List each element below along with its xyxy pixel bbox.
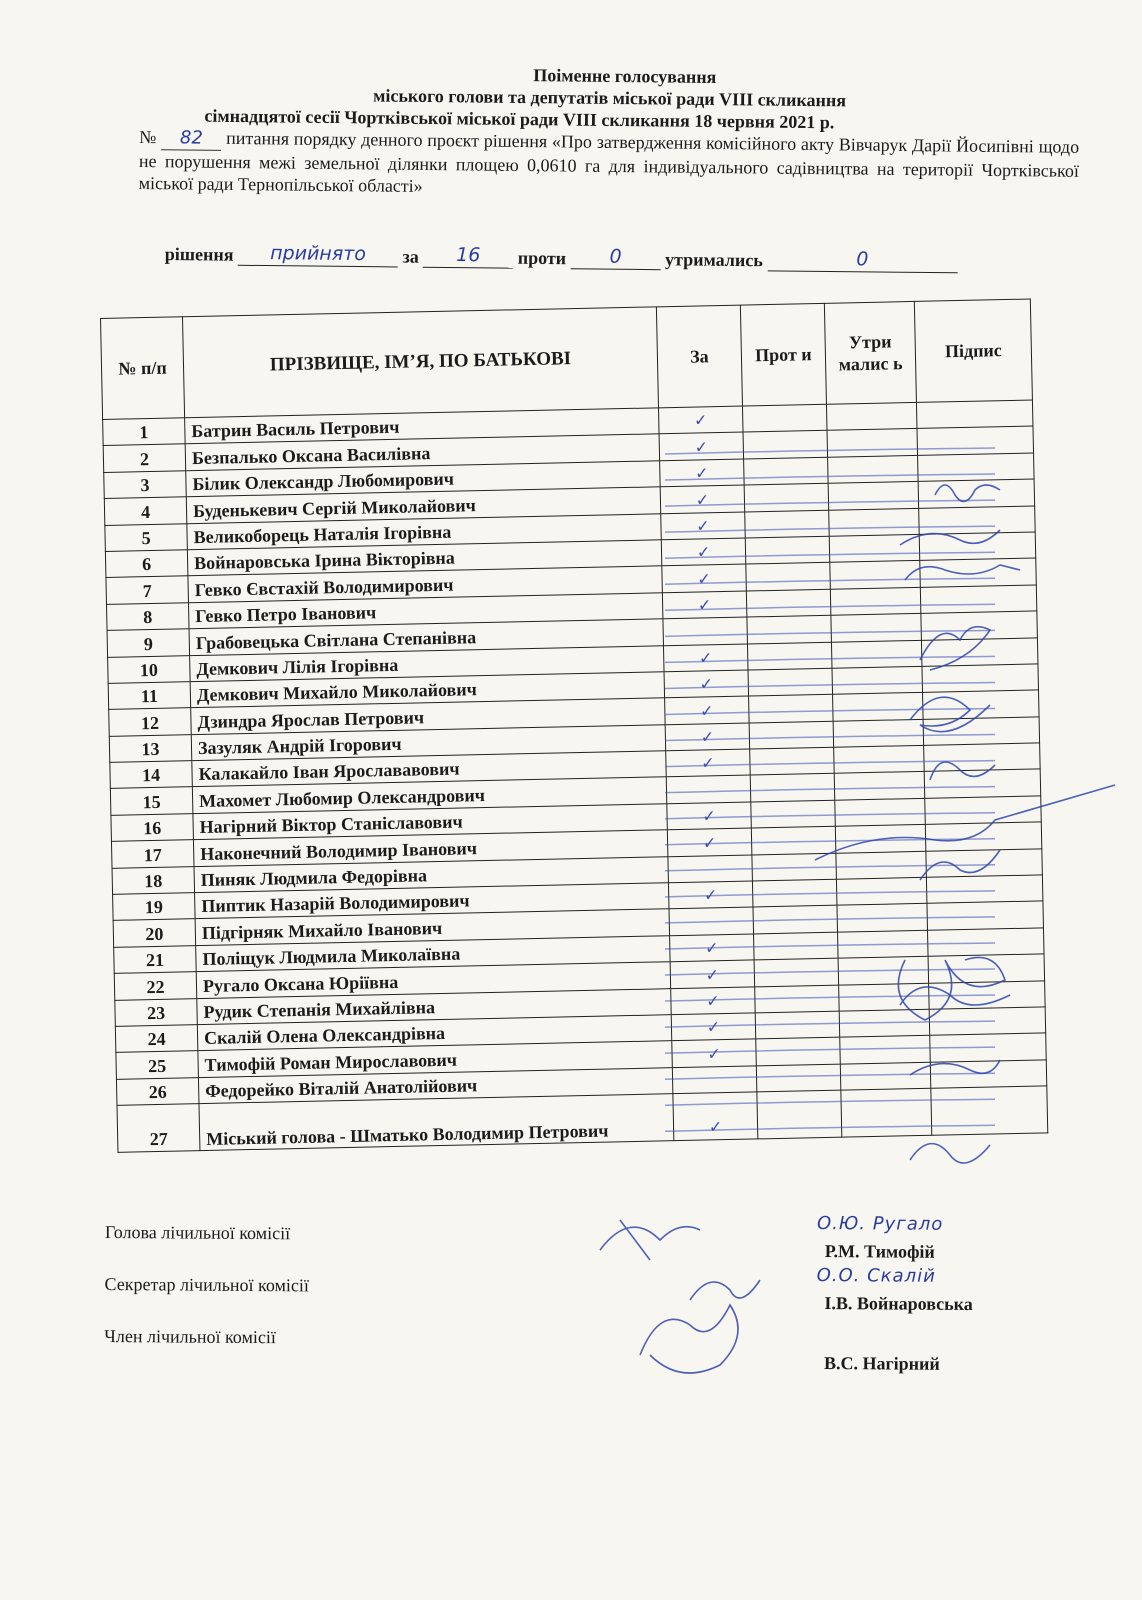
signature-cell xyxy=(919,506,1036,535)
row-number: 5 xyxy=(105,523,188,551)
row-number: 13 xyxy=(109,734,192,762)
vote-for-cell xyxy=(673,1092,758,1141)
vote-against-cell xyxy=(746,563,831,591)
decision-blank xyxy=(238,241,398,268)
vote-abstained-cell xyxy=(830,587,921,615)
vote-abstained-cell xyxy=(839,1009,930,1037)
row-number: 11 xyxy=(108,682,191,710)
header-num: № п/п xyxy=(101,317,185,420)
signature-cell xyxy=(916,400,1033,429)
row-number: 9 xyxy=(107,629,190,657)
check-icon: ✓ xyxy=(708,1117,723,1137)
signature-cell xyxy=(918,479,1035,508)
against-value: 0 xyxy=(609,245,622,268)
vote-abstained-cell xyxy=(834,772,925,800)
vote-against-cell xyxy=(756,1064,841,1092)
vote-abstained-cell xyxy=(836,851,927,879)
signature-cell xyxy=(927,901,1044,930)
vote-for-cell xyxy=(660,459,745,487)
vote-against-cell xyxy=(754,932,839,960)
member-name: Гевко Євстахій Володимирович xyxy=(188,566,662,602)
counting-commission xyxy=(104,1212,1005,1384)
member-name: Міський голова - Шматько Володимир Петрович xyxy=(199,1094,674,1151)
vote-for-cell xyxy=(672,1039,757,1067)
vote-for-cell xyxy=(663,617,748,645)
header-abstained: Утри малис ь xyxy=(824,301,916,404)
vote-abstained-cell xyxy=(837,904,928,932)
signature-cell xyxy=(921,637,1038,666)
row-number: 16 xyxy=(111,814,194,842)
member-name: Білик Олександр Любомирович xyxy=(186,461,660,497)
row-number: 23 xyxy=(115,998,198,1026)
check-icon: ✓ xyxy=(703,885,718,905)
member-name: Нагірний Віктор Станіславович xyxy=(193,804,667,840)
vote-against-cell xyxy=(751,826,836,854)
vote-for-cell xyxy=(668,881,753,909)
check-icon: ✓ xyxy=(706,1017,721,1037)
secretary-handwritten-note: О.О. Скалій xyxy=(816,1264,936,1287)
row-number: 2 xyxy=(103,444,186,472)
member-name: Гевко Петро Іванович xyxy=(188,593,662,629)
row-number: 24 xyxy=(115,1025,198,1053)
member-name: Наконечний Володимир Іванович xyxy=(193,830,667,866)
member-name: Войнаровська Ірина Вікторівна xyxy=(187,540,661,576)
member-name: Федорейко Віталій Анатолійович xyxy=(198,1067,672,1103)
chair-handwritten-note: О.Ю. Ругало xyxy=(816,1212,944,1235)
vote-against-cell xyxy=(749,721,834,749)
vote-against-cell xyxy=(748,668,833,696)
abstained-blank xyxy=(767,246,957,273)
row-number: 15 xyxy=(110,787,193,815)
member-name: Тимофій Роман Мирославович xyxy=(198,1041,672,1077)
row-number: 3 xyxy=(104,471,187,499)
member-name: Пиптик Назарій Володимирович xyxy=(195,883,669,919)
member-name: Демкович Лілія Ігорівна xyxy=(190,645,664,681)
signature-cell xyxy=(923,690,1040,719)
header-for: За xyxy=(656,305,742,408)
vote-abstained-cell xyxy=(830,561,921,589)
row-number: 27 xyxy=(117,1104,200,1153)
signature-cell xyxy=(922,664,1039,693)
vote-against-cell xyxy=(751,800,836,828)
for-value: 16 xyxy=(456,244,481,267)
session-line: сімнадцятої сесії Чортківської міської ради VIII скликання 18 червня 2021 р. xyxy=(204,105,835,133)
question-text xyxy=(139,126,1080,204)
row-number: 25 xyxy=(116,1051,199,1079)
vote-abstained-cell xyxy=(829,508,920,536)
member-name: Калакайло Іван Ярослававович xyxy=(192,751,666,787)
header-against: Прот и xyxy=(740,303,826,406)
signature-cell xyxy=(931,1086,1048,1135)
check-icon: ✓ xyxy=(700,727,715,747)
vote-abstained-cell xyxy=(834,745,925,773)
row-number: 18 xyxy=(112,866,195,894)
table-header-row xyxy=(101,299,1033,419)
row-number: 26 xyxy=(116,1077,199,1105)
vote-against-cell xyxy=(750,747,835,775)
vote-against-cell xyxy=(744,457,829,485)
check-icon: ✓ xyxy=(702,806,716,826)
member-name: Махомет Любомир Олександрович xyxy=(192,777,666,813)
check-icon: ✓ xyxy=(694,437,709,457)
vote-table xyxy=(100,299,1048,1153)
vote-for-cell xyxy=(661,538,746,566)
check-icon: ✓ xyxy=(698,648,713,668)
number-sign: № xyxy=(139,126,157,148)
question-body: питання порядку денного проєкт рішення «Про затвердження комісійного акту Вівчарук Дарії Йосипівні щодо не порушення межі земельної ділянки площею 0,0610 га для індивідуального садівництва на території Чортківської міської ради Тернопільської області» xyxy=(138,127,1080,196)
vote-for-cell xyxy=(665,723,750,751)
vote-abstained-cell xyxy=(838,930,929,958)
vote-abstained-cell xyxy=(841,1088,932,1137)
vote-against-cell xyxy=(743,431,828,459)
row-number: 22 xyxy=(114,972,197,1000)
signature-cell xyxy=(925,796,1042,825)
vote-against-cell xyxy=(754,958,839,986)
vote-against-cell xyxy=(742,404,827,432)
row-number: 21 xyxy=(114,945,197,973)
vote-for-cell xyxy=(670,960,755,988)
check-icon: ✓ xyxy=(694,463,709,483)
vote-for-cell xyxy=(667,828,752,856)
vote-against-cell xyxy=(757,1090,842,1139)
question-number xyxy=(161,126,221,151)
member-name: Скалій Олена Олександрівна xyxy=(197,1015,671,1051)
row-number: 10 xyxy=(108,655,191,683)
vote-abstained-cell xyxy=(836,877,927,905)
vote-for-cell xyxy=(669,907,754,935)
vote-for-cell xyxy=(665,696,750,724)
header-name: ПРІЗВИЩЕ, ІМ’Я, ПО БАТЬКОВІ xyxy=(182,307,658,418)
member-role: Член лічильної комісії xyxy=(104,1325,276,1348)
check-icon: ✓ xyxy=(702,832,717,853)
vote-against-cell xyxy=(747,642,832,670)
vote-for-cell xyxy=(671,1013,756,1041)
document-header xyxy=(139,60,1080,204)
check-icon: ✓ xyxy=(693,410,708,430)
check-icon: ✓ xyxy=(706,991,720,1011)
commission-member-row xyxy=(104,1326,1004,1384)
vote-abstained-cell xyxy=(835,825,926,853)
vote-abstained-cell xyxy=(833,693,924,721)
member-name: Поліщук Людмила Миколаївна xyxy=(196,936,670,972)
check-icon: ✓ xyxy=(705,964,720,985)
commission-secretary-row xyxy=(104,1264,1004,1332)
vote-abstained-cell xyxy=(829,534,920,562)
row-number: 6 xyxy=(105,550,188,578)
vote-against-cell xyxy=(746,589,831,617)
vote-for-cell xyxy=(663,644,748,672)
decision-line xyxy=(165,240,1055,274)
secretary-role: Секретар лічильної комісії xyxy=(104,1273,310,1296)
signature-cell xyxy=(920,558,1037,587)
signature-cell xyxy=(928,954,1045,983)
signature-cell xyxy=(929,980,1046,1009)
signature-icon xyxy=(910,1144,990,1163)
check-icon: ✓ xyxy=(707,1043,721,1064)
member-name: В.С. Нагірний xyxy=(823,1353,940,1374)
signature-cell xyxy=(924,743,1041,772)
check-icon: ✓ xyxy=(701,753,715,773)
signature-cell xyxy=(918,453,1035,482)
vote-for-cell xyxy=(667,802,752,830)
chair-role: Голова лічильної комісії xyxy=(104,1222,291,1244)
for-blank xyxy=(423,243,513,269)
chair-name: Р.М. Тимофій xyxy=(824,1241,935,1262)
signature-cell xyxy=(928,928,1045,957)
vote-abstained-cell xyxy=(835,798,926,826)
signature-cell xyxy=(930,1033,1047,1062)
vote-for-cell xyxy=(666,775,751,803)
vote-against-cell xyxy=(745,536,830,564)
member-name: Демкович Михайло Миколайович xyxy=(190,672,664,708)
row-number: 20 xyxy=(113,919,196,947)
vote-for-cell xyxy=(670,934,755,962)
member-name: Рудик Степанія Михайлівна xyxy=(197,988,671,1024)
vote-abstained-cell xyxy=(839,983,930,1011)
signature-cell xyxy=(925,822,1042,851)
abstained-label: утримались xyxy=(665,249,763,271)
decision-label: рішення xyxy=(164,243,234,265)
vote-abstained-cell xyxy=(828,482,919,510)
vote-for-cell xyxy=(659,432,744,460)
vote-for-cell xyxy=(671,987,756,1015)
member-name: Грабовецька Світлана Степанівна xyxy=(189,619,663,655)
row-number: 14 xyxy=(110,761,193,789)
vote-abstained-cell xyxy=(833,719,924,747)
signature-cell xyxy=(919,532,1036,561)
signature-cell xyxy=(930,1060,1047,1089)
member-name: Ругало Оксана Юріївна xyxy=(196,962,670,998)
member-name: Безпалько Оксана Василівна xyxy=(185,434,659,470)
vote-for-cell xyxy=(664,670,749,698)
vote-for-cell xyxy=(660,485,745,513)
row-number: 1 xyxy=(103,418,186,446)
vote-against-cell xyxy=(753,906,838,934)
vote-abstained-cell xyxy=(840,1036,931,1064)
member-name: Буденькевич Сергій Миколайович xyxy=(186,487,660,523)
header-signature: Підпис xyxy=(914,299,1032,402)
vote-rows xyxy=(103,400,1048,1152)
vote-abstained-cell xyxy=(831,640,922,668)
vote-table-wrapper xyxy=(100,299,1047,1153)
row-number: 8 xyxy=(106,602,189,630)
question-number-value: 82 xyxy=(179,127,203,149)
signature-cell xyxy=(917,426,1034,455)
row-number: 19 xyxy=(113,893,196,921)
abstained-value: 0 xyxy=(856,248,869,271)
signature-cell xyxy=(921,611,1038,640)
member-name: Дзиндра Ярослав Петрович xyxy=(191,698,665,734)
for-label: за xyxy=(402,246,419,267)
check-icon: ✓ xyxy=(696,542,711,562)
row-number: 7 xyxy=(106,576,189,604)
check-icon: ✓ xyxy=(696,516,710,536)
member-name: Підгірняк Михайло Іванович xyxy=(195,909,669,945)
signature-cell xyxy=(926,875,1043,904)
vote-against-cell xyxy=(755,985,840,1013)
vote-abstained-cell xyxy=(840,1062,931,1090)
subtitle: міського голови та депутатів міської ради VIII скликання xyxy=(373,85,847,111)
vote-against-cell xyxy=(752,853,837,881)
vote-abstained-cell xyxy=(832,666,923,694)
row-number: 4 xyxy=(104,497,187,525)
vote-against-cell xyxy=(755,1011,840,1039)
check-icon: ✓ xyxy=(699,674,714,694)
vote-abstained-cell xyxy=(826,402,917,430)
member-name: Зазуляк Андрій Ігорович xyxy=(191,724,665,760)
vote-abstained-cell xyxy=(827,429,918,457)
vote-for-cell xyxy=(662,564,747,592)
check-icon: ✓ xyxy=(704,938,719,958)
vote-against-cell xyxy=(747,615,832,643)
vote-against-cell xyxy=(749,695,834,723)
vote-abstained-cell xyxy=(838,957,929,985)
against-label: проти xyxy=(517,247,567,269)
title: Поіменне голосування xyxy=(533,65,717,88)
member-name: Батрин Василь Петрович xyxy=(185,408,659,444)
check-icon: ✓ xyxy=(695,489,710,510)
vote-for-cell xyxy=(659,406,744,434)
vote-for-cell xyxy=(668,855,753,883)
vote-abstained-cell xyxy=(828,455,919,483)
check-icon: ✓ xyxy=(697,595,712,615)
vote-against-cell xyxy=(745,510,830,538)
vote-against-cell xyxy=(744,483,829,511)
vote-for-cell xyxy=(666,749,751,777)
vote-against-cell xyxy=(750,774,835,802)
vote-against-cell xyxy=(756,1038,841,1066)
vote-for-cell xyxy=(662,591,747,619)
decision-value: прийнято xyxy=(270,242,367,266)
signature-cell xyxy=(926,849,1043,878)
signature-cell xyxy=(923,717,1040,746)
secretary-name: І.В. Войнаровська xyxy=(824,1293,973,1315)
row-number: 17 xyxy=(111,840,194,868)
check-icon: ✓ xyxy=(697,569,711,589)
vote-against-cell xyxy=(752,879,837,907)
check-icon: ✓ xyxy=(699,700,714,721)
member-name: Великоборець Наталія Ігорівна xyxy=(187,513,661,549)
member-name: Пиняк Людмила Федорівна xyxy=(194,856,668,892)
vote-abstained-cell xyxy=(831,613,922,641)
row-number: 12 xyxy=(109,708,192,736)
against-blank xyxy=(570,244,660,270)
vote-for-cell xyxy=(672,1066,757,1094)
signature-cell xyxy=(920,585,1037,614)
signature-cell xyxy=(929,1007,1046,1036)
signature-cell xyxy=(924,769,1041,798)
vote-for-cell xyxy=(661,512,746,540)
